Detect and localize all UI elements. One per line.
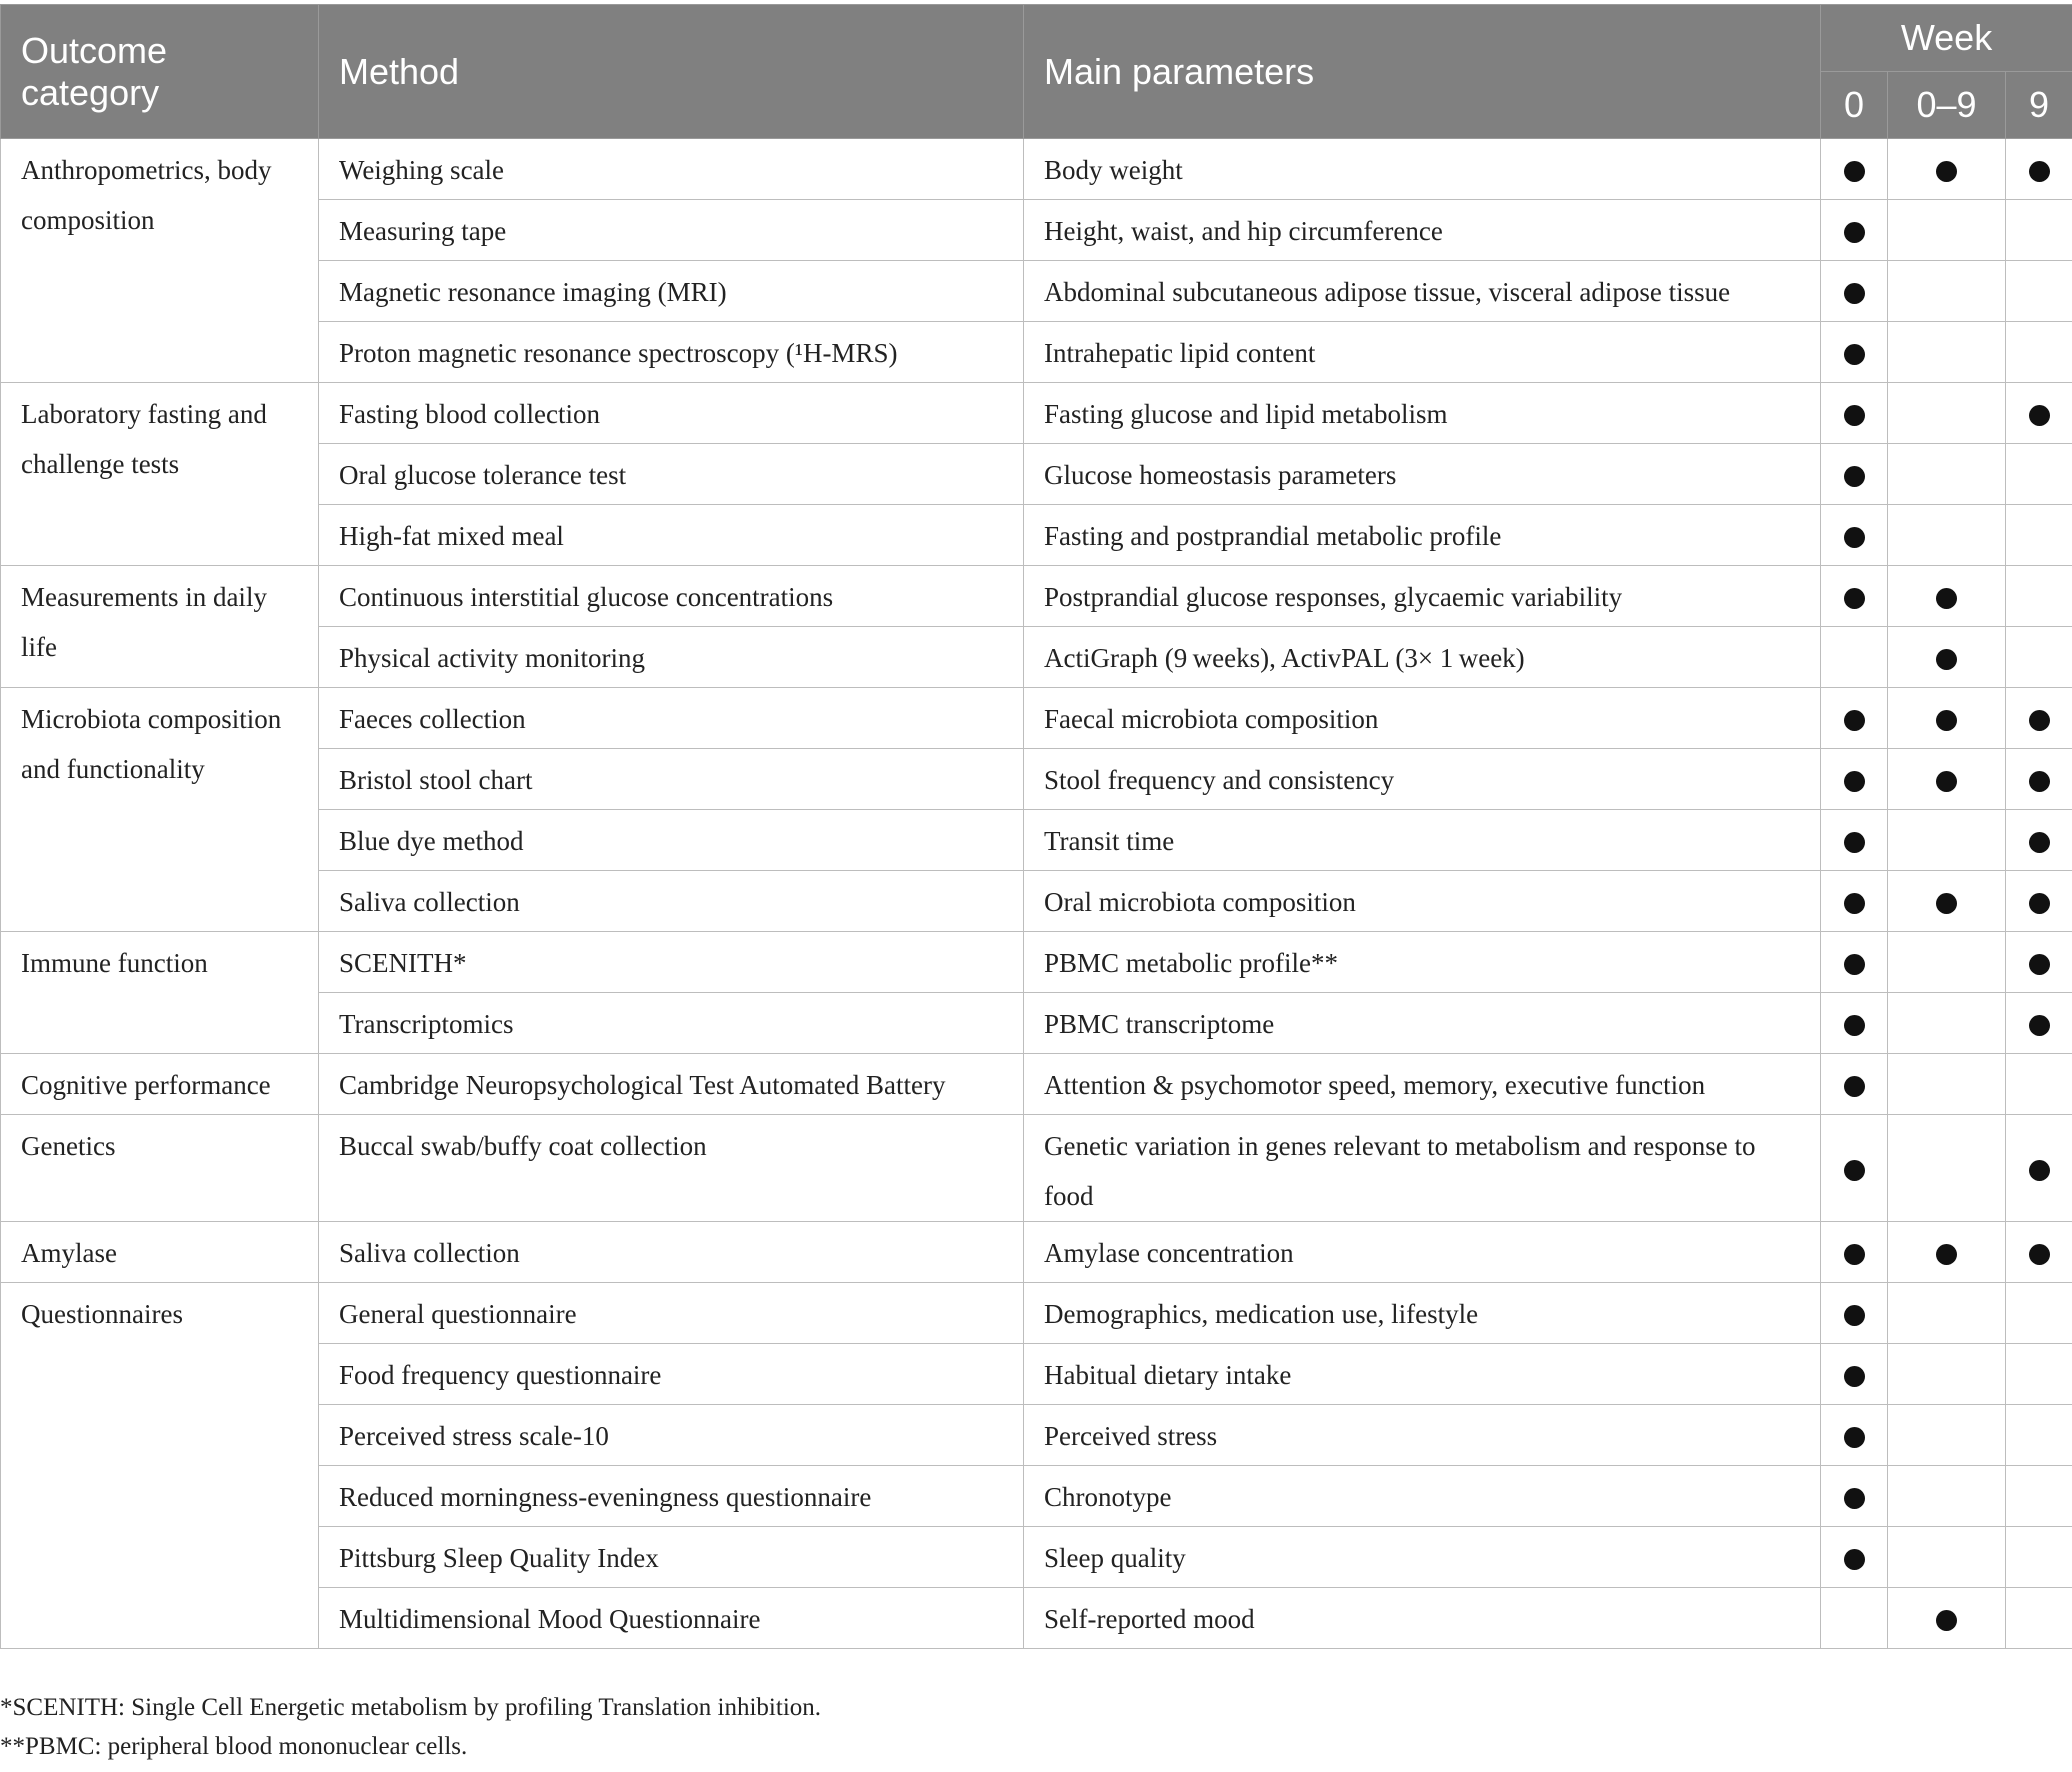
week-mark-cell bbox=[1888, 749, 2006, 810]
bullet-dot-icon bbox=[1844, 1160, 1865, 1181]
bullet-dot-icon bbox=[2029, 1244, 2050, 1265]
week-mark-cell bbox=[2006, 1344, 2072, 1405]
bullet-dot-icon bbox=[1936, 649, 1957, 670]
week-mark-cell bbox=[1821, 139, 1888, 200]
week-mark-cell bbox=[1888, 1222, 2006, 1283]
week-mark-cell bbox=[1821, 383, 1888, 444]
bullet-dot-icon bbox=[1844, 1015, 1865, 1036]
week-mark-cell bbox=[1821, 200, 1888, 261]
week-mark-cell bbox=[1888, 139, 2006, 200]
week-mark-cell bbox=[1821, 322, 1888, 383]
week-mark-cell bbox=[1821, 1466, 1888, 1527]
week-mark-cell bbox=[1888, 871, 2006, 932]
week-mark-cell bbox=[1821, 505, 1888, 566]
bullet-dot-icon bbox=[1844, 1305, 1865, 1326]
week-mark-cell bbox=[2006, 444, 2072, 505]
bullet-dot-icon bbox=[1936, 710, 1957, 731]
outcome-category-cell: Genetics bbox=[1, 1115, 319, 1222]
week-mark-cell bbox=[2006, 1222, 2072, 1283]
bullet-dot-icon bbox=[1844, 954, 1865, 975]
bullet-dot-icon bbox=[1844, 1427, 1865, 1448]
main-parameters-cell: Oral microbiota composition bbox=[1024, 871, 1821, 932]
footnote-scenith: *SCENITH: Single Cell Energetic metabolism by profiling Translation inhibition. bbox=[0, 1694, 822, 1721]
table-row bbox=[1, 383, 2072, 444]
week-mark-cell bbox=[1888, 993, 2006, 1054]
bullet-dot-icon bbox=[1844, 344, 1865, 365]
bullet-dot-icon bbox=[2029, 832, 2050, 853]
method-cell: Reduced morningness-eveningness questionnaire bbox=[319, 1466, 1024, 1527]
header-week-9: 9 bbox=[2006, 72, 2072, 139]
main-parameters-cell: Attention & psychomotor speed, memory, executive function bbox=[1024, 1054, 1821, 1115]
week-mark-cell bbox=[1888, 1115, 2006, 1222]
main-parameters-cell: Fasting glucose and lipid metabolism bbox=[1024, 383, 1821, 444]
method-cell: High-fat mixed meal bbox=[319, 505, 1024, 566]
bullet-dot-icon bbox=[1844, 710, 1865, 731]
main-parameters-cell: Transit time bbox=[1024, 810, 1821, 871]
table-row bbox=[1, 139, 2072, 200]
method-cell: SCENITH* bbox=[319, 932, 1024, 993]
bullet-dot-icon bbox=[2029, 710, 2050, 731]
main-parameters-cell: Sleep quality bbox=[1024, 1527, 1821, 1588]
main-parameters-cell: PBMC transcriptome bbox=[1024, 993, 1821, 1054]
bullet-dot-icon bbox=[1936, 893, 1957, 914]
week-mark-cell bbox=[1888, 1283, 2006, 1344]
main-parameters-cell: Abdominal subcutaneous adipose tissue, visceral adipose tissue bbox=[1024, 261, 1821, 322]
outcome-category-cell: Amylase bbox=[1, 1222, 319, 1283]
bullet-dot-icon bbox=[1844, 1549, 1865, 1570]
bullet-dot-icon bbox=[1844, 771, 1865, 792]
week-mark-cell bbox=[1821, 1222, 1888, 1283]
week-mark-cell bbox=[1821, 1588, 1888, 1649]
header-outcome-category: Outcome category bbox=[1, 5, 319, 139]
outcome-category-cell: Immune function bbox=[1, 932, 319, 1054]
week-mark-cell bbox=[1888, 1344, 2006, 1405]
week-mark-cell bbox=[1888, 810, 2006, 871]
week-mark-cell bbox=[1821, 1527, 1888, 1588]
bullet-dot-icon bbox=[1936, 161, 1957, 182]
main-parameters-cell: Demographics, medication use, lifestyle bbox=[1024, 1283, 1821, 1344]
week-mark-cell bbox=[2006, 261, 2072, 322]
week-mark-cell bbox=[1888, 1527, 2006, 1588]
method-cell: Fasting blood collection bbox=[319, 383, 1024, 444]
week-mark-cell bbox=[2006, 1405, 2072, 1466]
table-body bbox=[1, 139, 2072, 1649]
week-mark-cell bbox=[1821, 1405, 1888, 1466]
method-cell: Oral glucose tolerance test bbox=[319, 444, 1024, 505]
method-cell: Magnetic resonance imaging (MRI) bbox=[319, 261, 1024, 322]
week-mark-cell bbox=[2006, 1115, 2072, 1222]
main-parameters-cell: Habitual dietary intake bbox=[1024, 1344, 1821, 1405]
bullet-dot-icon bbox=[1844, 588, 1865, 609]
main-parameters-cell: Amylase concentration bbox=[1024, 1222, 1821, 1283]
week-mark-cell bbox=[2006, 1527, 2072, 1588]
main-parameters-cell: Fasting and postprandial metabolic profile bbox=[1024, 505, 1821, 566]
week-mark-cell bbox=[1888, 627, 2006, 688]
week-mark-cell bbox=[1888, 688, 2006, 749]
main-parameters-cell: Height, waist, and hip circumference bbox=[1024, 200, 1821, 261]
outcome-category-cell: Measurements in daily life bbox=[1, 566, 319, 688]
week-mark-cell bbox=[1821, 627, 1888, 688]
week-mark-cell bbox=[2006, 1054, 2072, 1115]
method-cell: Proton magnetic resonance spectroscopy (¹H-MRS) bbox=[319, 322, 1024, 383]
main-parameters-cell: Glucose homeostasis parameters bbox=[1024, 444, 1821, 505]
method-cell: Saliva collection bbox=[319, 1222, 1024, 1283]
main-parameters-cell: Self-reported mood bbox=[1024, 1588, 1821, 1649]
week-mark-cell bbox=[1821, 1115, 1888, 1222]
method-cell: Food frequency questionnaire bbox=[319, 1344, 1024, 1405]
week-mark-cell bbox=[1821, 871, 1888, 932]
bullet-dot-icon bbox=[1844, 161, 1865, 182]
main-parameters-cell: Faecal microbiota composition bbox=[1024, 688, 1821, 749]
week-mark-cell bbox=[1888, 505, 2006, 566]
bullet-dot-icon bbox=[2029, 1160, 2050, 1181]
method-cell: Continuous interstitial glucose concentrations bbox=[319, 566, 1024, 627]
header-week-0: 0 bbox=[1821, 72, 1888, 139]
table-row bbox=[1, 1115, 2072, 1222]
method-cell: Bristol stool chart bbox=[319, 749, 1024, 810]
outcome-category-cell: Laboratory fasting and challenge tests bbox=[1, 383, 319, 566]
bullet-dot-icon bbox=[1844, 832, 1865, 853]
week-mark-cell bbox=[1888, 566, 2006, 627]
outcome-category-cell: Anthropometrics, body composition bbox=[1, 139, 319, 383]
bullet-dot-icon bbox=[2029, 1015, 2050, 1036]
outcome-category-cell: Questionnaires bbox=[1, 1283, 319, 1649]
method-cell: Transcriptomics bbox=[319, 993, 1024, 1054]
week-mark-cell bbox=[2006, 871, 2072, 932]
main-parameters-cell: PBMC metabolic profile** bbox=[1024, 932, 1821, 993]
footnote-pbmc: **PBMC: peripheral blood mononuclear cells. bbox=[0, 1733, 468, 1760]
week-mark-cell bbox=[1888, 322, 2006, 383]
week-mark-cell bbox=[1888, 444, 2006, 505]
bullet-dot-icon bbox=[1844, 466, 1865, 487]
method-cell: Perceived stress scale-10 bbox=[319, 1405, 1024, 1466]
main-parameters-cell: Chronotype bbox=[1024, 1466, 1821, 1527]
bullet-dot-icon bbox=[2029, 405, 2050, 426]
method-cell: Faeces collection bbox=[319, 688, 1024, 749]
method-cell: Saliva collection bbox=[319, 871, 1024, 932]
week-mark-cell bbox=[1821, 688, 1888, 749]
bullet-dot-icon bbox=[1844, 283, 1865, 304]
table-row bbox=[1, 688, 2072, 749]
bullet-dot-icon bbox=[1844, 527, 1865, 548]
method-cell: Multidimensional Mood Questionnaire bbox=[319, 1588, 1024, 1649]
week-mark-cell bbox=[1888, 1405, 2006, 1466]
week-mark-cell bbox=[2006, 322, 2072, 383]
main-parameters-cell: Intrahepatic lipid content bbox=[1024, 322, 1821, 383]
week-mark-cell bbox=[2006, 932, 2072, 993]
outcome-category-cell: Microbiota composition and functionality bbox=[1, 688, 319, 932]
week-mark-cell bbox=[1821, 993, 1888, 1054]
main-parameters-cell: ActiGraph (9 weeks), ActivPAL (3× 1 week) bbox=[1024, 627, 1821, 688]
outcomes-table bbox=[0, 4, 2072, 1649]
week-mark-cell bbox=[1888, 1054, 2006, 1115]
bullet-dot-icon bbox=[1844, 893, 1865, 914]
bullet-dot-icon bbox=[1844, 1244, 1865, 1265]
method-cell: Blue dye method bbox=[319, 810, 1024, 871]
week-mark-cell bbox=[2006, 505, 2072, 566]
week-mark-cell bbox=[2006, 139, 2072, 200]
bullet-dot-icon bbox=[1844, 405, 1865, 426]
bullet-dot-icon bbox=[1936, 588, 1957, 609]
week-mark-cell bbox=[2006, 627, 2072, 688]
week-mark-cell bbox=[1821, 1054, 1888, 1115]
week-mark-cell bbox=[2006, 200, 2072, 261]
header-week-0-9: 0–9 bbox=[1888, 72, 2006, 139]
week-mark-cell bbox=[2006, 1466, 2072, 1527]
bullet-dot-icon bbox=[1844, 1366, 1865, 1387]
bullet-dot-icon bbox=[2029, 771, 2050, 792]
table-row bbox=[1, 566, 2072, 627]
week-mark-cell bbox=[1821, 1283, 1888, 1344]
method-cell: Weighing scale bbox=[319, 139, 1024, 200]
bullet-dot-icon bbox=[1844, 1076, 1865, 1097]
week-mark-cell bbox=[2006, 383, 2072, 444]
main-parameters-cell: Body weight bbox=[1024, 139, 1821, 200]
method-cell: Buccal swab/buffy coat collection bbox=[319, 1115, 1024, 1222]
bullet-dot-icon bbox=[1936, 1610, 1957, 1631]
week-mark-cell bbox=[2006, 993, 2072, 1054]
week-mark-cell bbox=[1821, 261, 1888, 322]
method-cell: Physical activity monitoring bbox=[319, 627, 1024, 688]
week-mark-cell bbox=[2006, 566, 2072, 627]
header-main-parameters: Main parameters bbox=[1024, 5, 1821, 139]
week-mark-cell bbox=[1888, 1588, 2006, 1649]
week-mark-cell bbox=[1888, 1466, 2006, 1527]
method-cell: Measuring tape bbox=[319, 200, 1024, 261]
bullet-dot-icon bbox=[1844, 1488, 1865, 1509]
main-parameters-cell: Perceived stress bbox=[1024, 1405, 1821, 1466]
method-cell: Pittsburg Sleep Quality Index bbox=[319, 1527, 1024, 1588]
outcome-category-cell: Cognitive performance bbox=[1, 1054, 319, 1115]
method-cell: General questionnaire bbox=[319, 1283, 1024, 1344]
week-mark-cell bbox=[2006, 749, 2072, 810]
week-mark-cell bbox=[1888, 383, 2006, 444]
week-mark-cell bbox=[1821, 932, 1888, 993]
bullet-dot-icon bbox=[1844, 222, 1865, 243]
header-week: Week bbox=[1821, 5, 2072, 72]
bullet-dot-icon bbox=[2029, 954, 2050, 975]
method-cell: Cambridge Neuropsychological Test Automated Battery bbox=[319, 1054, 1024, 1115]
week-mark-cell bbox=[2006, 810, 2072, 871]
table-row bbox=[1, 1054, 2072, 1115]
table-row bbox=[1, 1283, 2072, 1344]
footnotes bbox=[0, 1688, 821, 1766]
main-parameters-cell: Stool frequency and consistency bbox=[1024, 749, 1821, 810]
week-mark-cell bbox=[2006, 1588, 2072, 1649]
week-mark-cell bbox=[1821, 1344, 1888, 1405]
table-row bbox=[1, 932, 2072, 993]
week-mark-cell bbox=[1821, 566, 1888, 627]
header-method: Method bbox=[319, 5, 1024, 139]
bullet-dot-icon bbox=[2029, 161, 2050, 182]
week-mark-cell bbox=[1888, 261, 2006, 322]
bullet-dot-icon bbox=[2029, 893, 2050, 914]
main-parameters-cell: Genetic variation in genes relevant to metabolism and response to food bbox=[1024, 1115, 1821, 1222]
bullet-dot-icon bbox=[1936, 771, 1957, 792]
week-mark-cell bbox=[2006, 1283, 2072, 1344]
week-mark-cell bbox=[1821, 444, 1888, 505]
table-row bbox=[1, 1222, 2072, 1283]
week-mark-cell bbox=[1821, 749, 1888, 810]
week-mark-cell bbox=[1821, 810, 1888, 871]
week-mark-cell bbox=[2006, 688, 2072, 749]
bullet-dot-icon bbox=[1936, 1244, 1957, 1265]
week-mark-cell bbox=[1888, 932, 2006, 993]
week-mark-cell bbox=[1888, 200, 2006, 261]
main-parameters-cell: Postprandial glucose responses, glycaemic variability bbox=[1024, 566, 1821, 627]
